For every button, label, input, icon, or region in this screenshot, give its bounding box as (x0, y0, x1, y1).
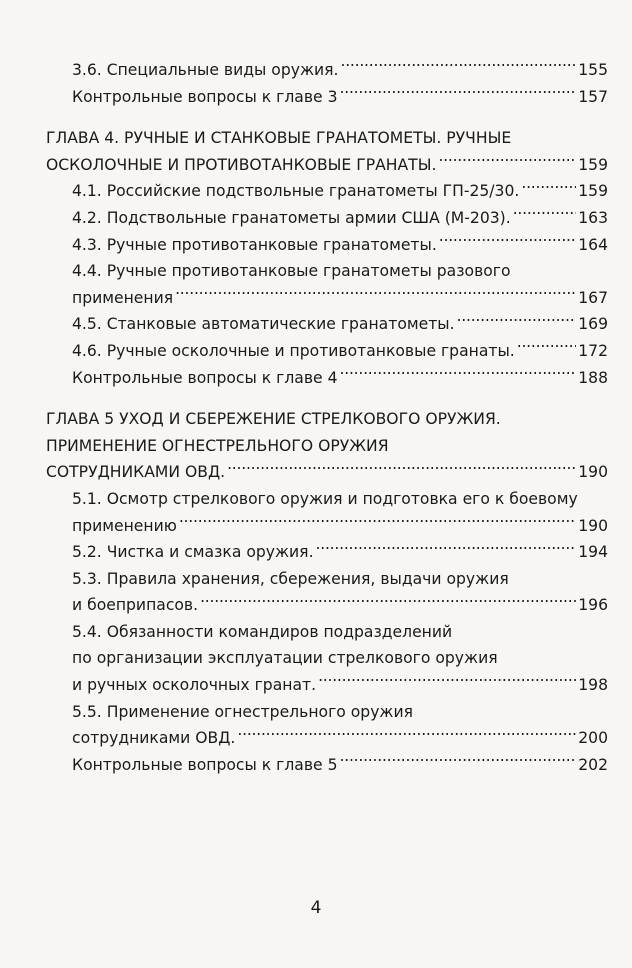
toc-entry-title: 4.6. Ручные осколочные и противотанковые гранаты. (72, 341, 515, 360)
toc-entry-line: 5.3. Правила хранения, сбережения, выдачи оружия (72, 569, 509, 588)
toc-entry (72, 539, 608, 566)
toc-entry (72, 258, 608, 311)
toc-entry-title: 4.1. Российские подствольные гранатометы ГП-25/30. (72, 182, 520, 201)
toc-entry-title: 5.2. Чистка и смазка оружия. (72, 543, 314, 562)
toc-entry-title: применению (72, 516, 177, 535)
dot-leader (175, 287, 576, 303)
toc-page-number: 200 (578, 729, 608, 748)
toc-page-number: 155 (578, 61, 608, 79)
toc-entry-title: и боеприпасов. (72, 596, 199, 615)
toc-entry-line: 5.4. Обязанности командиров подразделений (72, 622, 453, 641)
toc-entry-title: 3.6. Специальные виды оружия. (72, 61, 339, 79)
toc-entry (72, 57, 608, 84)
toc-page-number: 196 (578, 596, 608, 615)
toc-entry-line: ГЛАВА 5 УХОД И СБЕРЕЖЕНИЕ СТРЕЛКОВОГО ОРУЖИЯ. (46, 410, 501, 429)
toc-entry-row (72, 311, 608, 338)
toc-entry-title: 4.2. Подствольные гранатометы армии США (М-203). (72, 208, 511, 227)
toc-entry-row (72, 205, 608, 232)
toc-entry (72, 178, 608, 205)
toc-entry (72, 699, 608, 752)
toc-entry-row (46, 459, 608, 486)
toc-entry-title: сотрудниками ОВД. (72, 729, 236, 748)
dot-leader (200, 595, 576, 611)
dot-leader (237, 728, 576, 744)
toc-entry-title: и ручных осколочных гранат. (72, 676, 317, 695)
toc-entry-line: ГЛАВА 4. РУЧНЫЕ И СТАНКОВЫЕ ГРАНАТОМЕТЫ. РУЧНЫЕ (46, 129, 512, 148)
toc-entry-title: 4.5. Станковые автоматические гранатометы. (72, 315, 455, 334)
toc-entry-row (72, 513, 608, 540)
toc-entry-title: Контрольные вопросы к главе 5 (72, 755, 338, 774)
toc-entry-title: применения (72, 288, 174, 307)
toc-entry-row (72, 57, 608, 84)
toc-entry-title: Контрольные вопросы к главе 4 (72, 368, 338, 387)
dot-leader (316, 542, 577, 558)
toc-page-number: 159 (578, 155, 608, 174)
toc-entry-row (72, 178, 608, 205)
toc-entry-line: 5.5. Применение огнестрельного оружия (72, 702, 413, 721)
toc-entry-row (72, 84, 608, 111)
dot-leader (227, 462, 576, 478)
dot-leader (179, 515, 576, 531)
toc-entry-line: 4.4. Ручные противотанковые гранатометы разового (72, 262, 511, 281)
toc-entry-line: по организации эксплуатации стрелкового оружия (72, 649, 498, 668)
toc-entry (72, 365, 608, 392)
toc-page-number: 172 (578, 341, 608, 360)
toc-entry (72, 338, 608, 365)
dot-leader (457, 314, 577, 330)
dot-leader (340, 754, 577, 770)
toc-entry-title: СОТРУДНИКАМИ ОВД. (46, 463, 226, 482)
toc-entry-row (72, 672, 608, 699)
toc-entry-row (72, 752, 608, 779)
dot-leader (439, 234, 576, 250)
toc-entry (72, 205, 608, 232)
toc-chapter-entry (46, 125, 608, 178)
table-of-contents (46, 57, 608, 778)
toc-entry-row (72, 539, 608, 566)
toc-entry-title: 4.3. Ручные противотанковые гранатометы. (72, 235, 437, 254)
toc-entry (72, 752, 608, 779)
toc-entry-title: ОСКОЛОЧНЫЕ И ПРОТИВОТАНКОВЫЕ ГРАНАТЫ. (46, 155, 437, 174)
toc-entry (72, 486, 608, 539)
toc-entry-row (46, 152, 608, 179)
toc-entry-line: ПРИМЕНЕНИЕ ОГНЕСТРЕЛЬНОГО ОРУЖИЯ (46, 436, 389, 455)
toc-page-number: 167 (578, 288, 608, 307)
toc-page-number: 163 (578, 208, 608, 227)
toc-chapter-entry (46, 406, 608, 486)
toc-page-number: 198 (578, 676, 608, 695)
dot-leader (521, 181, 576, 197)
toc-entry-line: 5.1. Осмотр стрелкового оружия и подготовка его к боевому (72, 489, 578, 508)
toc-entry-title: Контрольные вопросы к главе 3 (72, 87, 338, 106)
toc-page-number: 190 (578, 463, 608, 482)
dot-leader (318, 674, 576, 690)
toc-entry-row (72, 338, 608, 365)
toc-entry (72, 566, 608, 619)
toc-page-number: 188 (578, 368, 608, 387)
dot-leader (438, 154, 576, 170)
dot-leader (517, 340, 576, 356)
toc-entry-row (72, 285, 608, 312)
toc-entry-row (72, 725, 608, 752)
dot-leader (340, 86, 577, 102)
toc-entry (72, 311, 608, 338)
toc-entry-row (72, 365, 608, 392)
dot-leader (513, 207, 577, 223)
toc-page-number: 190 (578, 516, 608, 535)
toc-entry (72, 84, 608, 111)
toc-page-number: 157 (578, 87, 608, 106)
toc-page-number: 202 (578, 755, 608, 774)
toc-entry-row (72, 592, 608, 619)
toc-page-number: 164 (578, 235, 608, 254)
dot-leader (340, 59, 576, 75)
page-number: 4 (310, 898, 322, 918)
toc-page-number: 159 (578, 182, 608, 201)
toc-entry (72, 232, 608, 259)
toc-entry (72, 619, 608, 699)
toc-entry-row (72, 232, 608, 259)
toc-page-number: 169 (578, 315, 608, 334)
dot-leader (340, 367, 577, 383)
toc-page-number: 194 (578, 543, 608, 562)
